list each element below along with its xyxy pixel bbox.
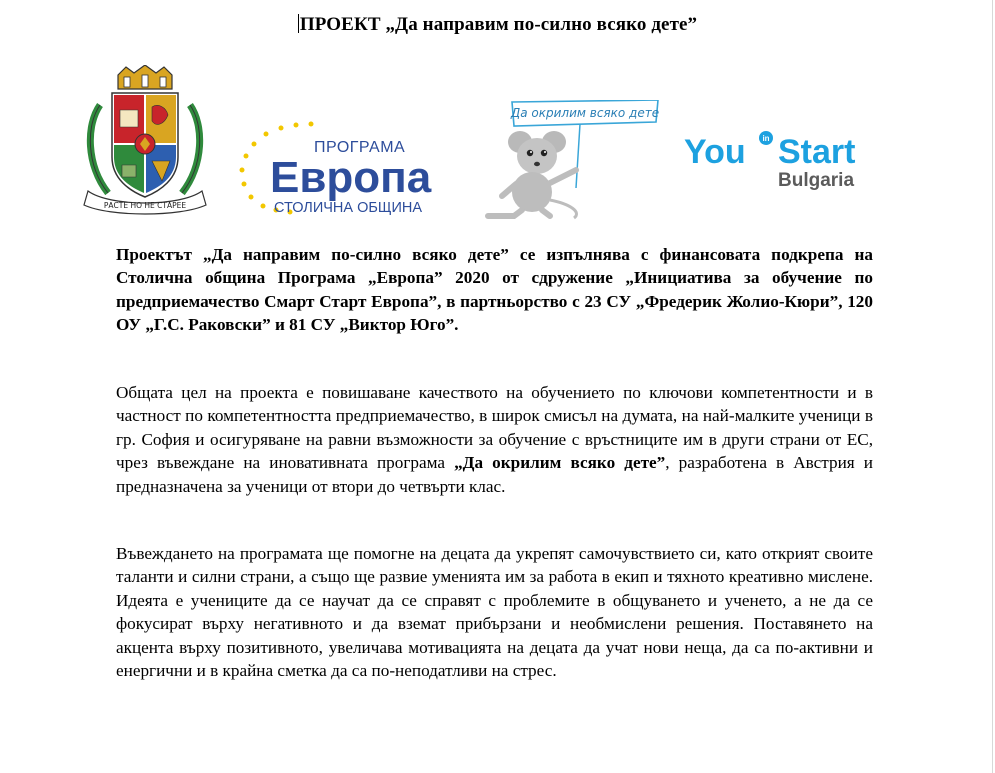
youstart-bulgaria-logo <box>682 130 874 200</box>
text-cursor <box>298 14 299 33</box>
paragraph-benefits <box>116 542 873 682</box>
document-title <box>0 14 995 36</box>
mouse-sign-text: Да окрилим всяко дете <box>510 106 660 120</box>
youstart-sub-text: Bulgaria <box>778 170 855 191</box>
program-name-bold: „Да окрилим всяко дете” <box>454 453 666 473</box>
paragraph-intro <box>116 243 873 337</box>
sofia-crest-logo <box>80 65 210 215</box>
mouse-sign-logo <box>470 100 660 220</box>
mouse-mascot-icon <box>488 131 577 218</box>
logo-strip <box>0 60 995 220</box>
paragraph-goal-text-start: Общата цел на проекта е повишаване качеството на обучението по ключови компетентности и в частност по компетентността предприемачество, в широк смисъл на думата, на най-малките ученици в гр. София и осигуряване на равни възможности за обучение с връстниците им в други страни от ЕС, чрез въвеждане на иновативната програма <box>116 383 873 473</box>
paragraph-intro-text: Проектът „Да направим по-силно всяко дете” се изпълнява с финансовата подкрепа на Столична община Програма „Европа” 2020 от сдружение „Инициатива за обучение по предприемачество Смарт Старт Европа”, в партньорство с 23 СУ „Фредерик Жолио-Кюри”, 120 ОУ „Г.С. Раковски” и 81 СУ „Виктор Юго”. <box>116 245 873 335</box>
europa-bottom-text: СТОЛИЧНА ОБЩИНА <box>274 200 423 215</box>
programa-europa-logo <box>236 120 436 215</box>
youstart-start-text: Start <box>778 133 856 171</box>
europa-main-text: Европа <box>270 153 432 202</box>
paragraph-goal-text-end: , разработена в Австрия и предназначена за ученици от втори до четвърти клас. <box>116 453 873 496</box>
europa-top-text: ПРОГРАМА <box>314 139 406 156</box>
youstart-you-text: You <box>684 133 746 171</box>
paragraph-benefits-text: Въвеждането на програмата ще помогне на децата да укрепят самочувствието си, като открият своите таланти и силни страни, а също ще развие уменията им за работа в екип и тяхното креативно мислене. Идеята е учениците да се научат да се справят с проблемите в общуването и ученето, а не да се фокусират върху негативното и да вземат прибързани и необмислени решения. Поставянето на акцента върху позитивното, увеличава мотивацията на децата да учат нови неща, да са по-активни и енергични и в крайна сметка да са по-неподатливи на стрес. <box>116 544 873 681</box>
crest-motto-text: РАСТЕ НО НЕ СТАРЕЕ <box>103 201 187 210</box>
youstart-badge-text: in <box>762 134 770 143</box>
document-title-text: ПРОЕКТ „Да направим по-силно всяко дете” <box>299 14 698 35</box>
paragraph-goal <box>116 381 873 498</box>
